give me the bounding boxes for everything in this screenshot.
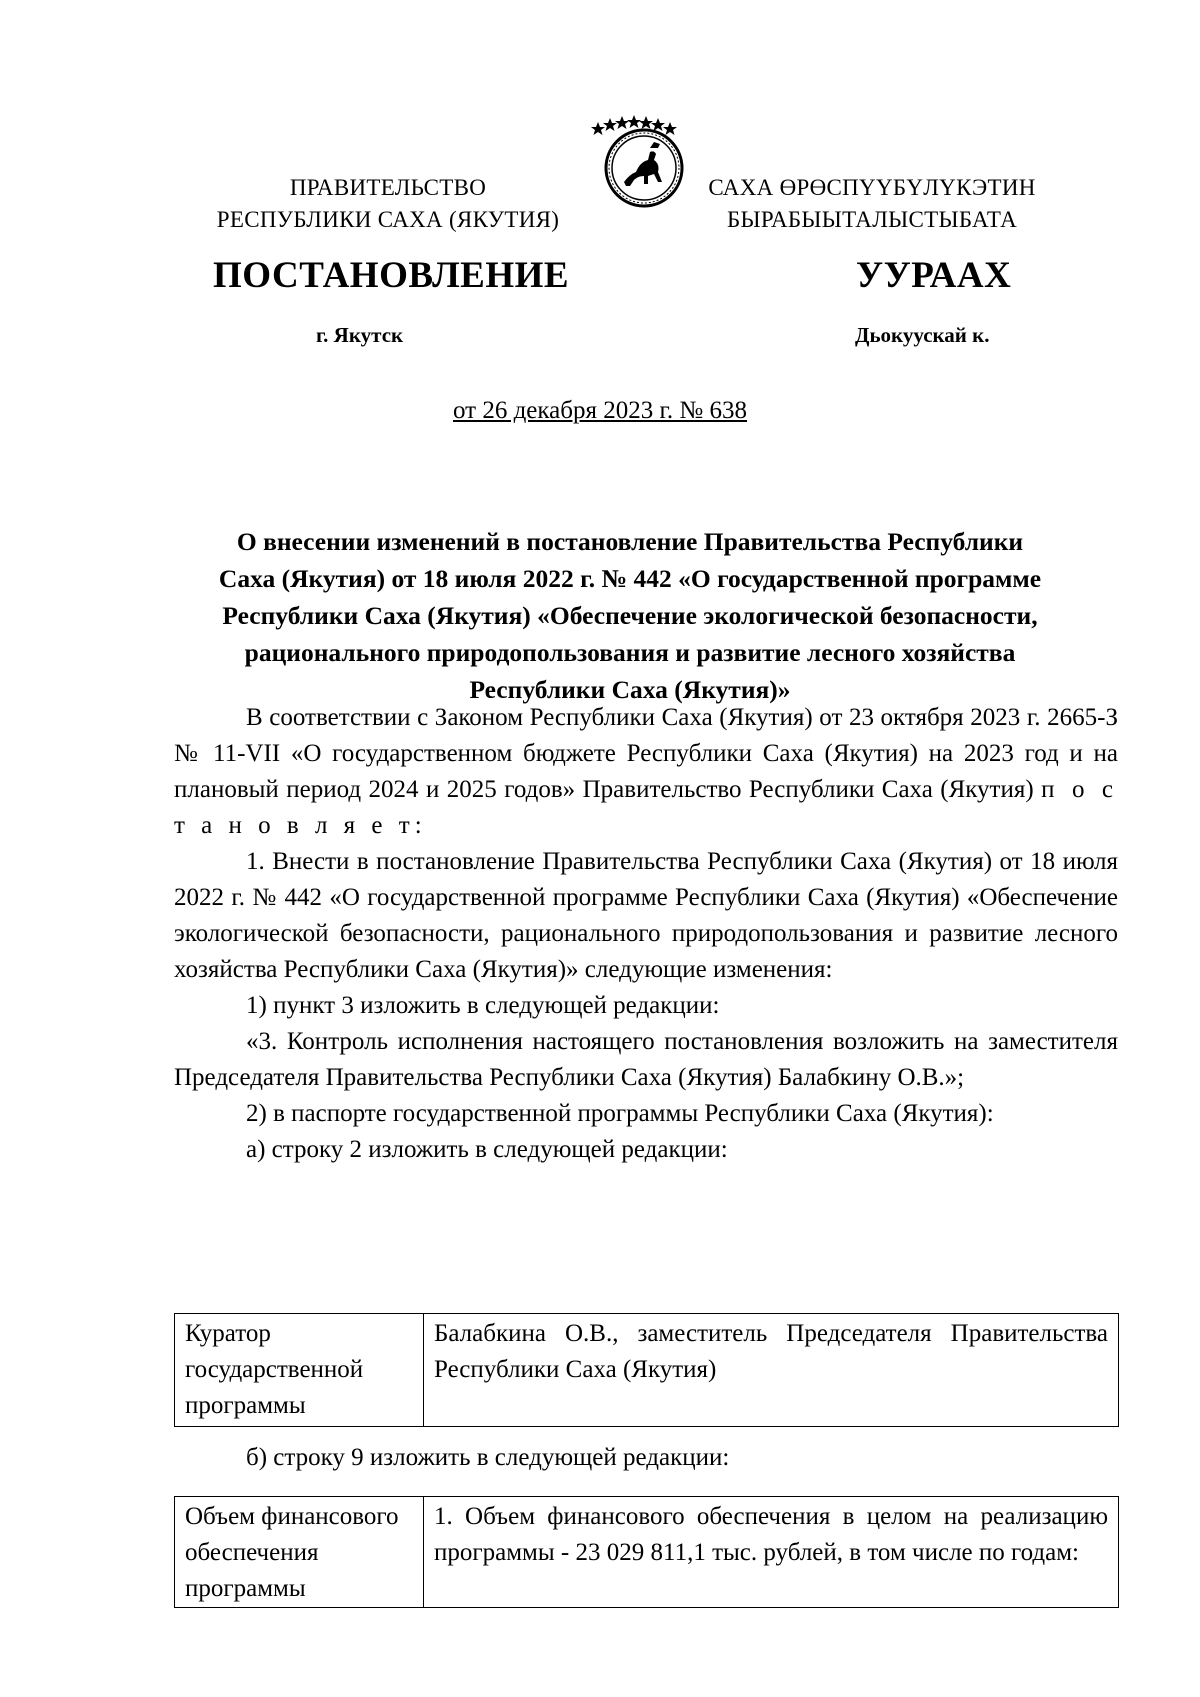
preamble-paragraph [174, 700, 1118, 844]
date-number-line [0, 397, 1200, 425]
title-line: рационального природопользования и развитие лесного хозяйства [244, 638, 1016, 667]
resolves-word: п о с т а н о в л я е т: [174, 776, 1118, 839]
title-line: Республики Саха (Якутия)» [469, 675, 791, 704]
issuer-ru-line2: РЕСПУБЛИКИ САХА (ЯКУТИЯ) [216, 207, 560, 232]
issuer-ru-line1: ПРАВИТЕЛЬСТВО [289, 175, 487, 200]
paragraph-b: б) строку 9 изложить в следующей редакции: [246, 1444, 730, 1471]
table-row [175, 1497, 1119, 1608]
issuer-sakha-line1: САХА ӨРӨСПҮҮБҮЛҮКЭТИН [708, 175, 1036, 200]
date-number-text: от 26 декабря 2023 г. № 638 [452, 397, 748, 424]
coat-of-arms-emblem [570, 110, 718, 210]
issuer-sakha-line2: БЫРАБЫЫТАЛЫСТЫБАТА [726, 207, 1018, 232]
city-sakha: Дьокуускай к. [855, 323, 990, 347]
paragraph-1: 1. Внести в постановление Правительства Республики Саха (Якутия) от 18 июля 2022 г. № 442 «О государственной программе Республики Саха (Якутия) «Обеспечение экологической безопасности, рационального природопользования и развитие лесного хозяйства Республики Саха (Якутия)» следующие изменения: [174, 848, 1118, 983]
title-line: О внесении изменений в постановление Правительства Республики [236, 527, 1024, 556]
funding-label: Объем финансового обеспечения программы [175, 1497, 424, 1608]
funding-table [174, 1496, 1119, 1608]
doc-type-sakha: УУРААХ [856, 255, 1012, 296]
funding-value: 1. Объем финансового обеспечения в целом на реализацию программы - 23 029 811,1 тыс. рублей, в том числе по годам: [424, 1497, 1119, 1608]
issuer-ru [178, 172, 598, 236]
issuer-sakha [702, 172, 1042, 236]
city-ru: г. Якутск [316, 323, 404, 347]
paragraph-1-1: 1) пункт 3 изложить в следующей редакции: [246, 992, 720, 1019]
curator-label: Куратор государственной программы [175, 1314, 424, 1427]
table-row [175, 1314, 1119, 1427]
document-title [172, 523, 1088, 708]
body-text-2 [174, 1440, 1118, 1476]
paragraph-a: а) строку 2 изложить в следующей редакции: [246, 1136, 728, 1163]
body-text [174, 700, 1118, 1168]
curator-value: Балабкина О.В., заместитель Председателя Правительства Республики Саха (Якутия) [424, 1314, 1119, 1427]
title-line: Саха (Якутия) от 18 июля 2022 г. № 442 «О государственной программе [218, 564, 1042, 593]
paragraph-1-2: 2) в паспорте государственной программы Республики Саха (Якутия): [246, 1100, 994, 1127]
preamble-text: В соответствии с Законом Республики Саха (Якутия) от 23 октября 2023 г. 2665-З № 11-VII «О государственном бюджете Республики Саха (Якутия) на 2023 год и на плановый период 2024 и 2025 годов» Правительство Республики Саха (Якутия) [174, 704, 1118, 803]
doc-type-ru: ПОСТАНОВЛЕНИЕ [213, 255, 570, 296]
paragraph-quote: «3. Контроль исполнения настоящего постановления возложить на заместителя Председателя Правительства Республики Саха (Якутия) Балабкину О.В.»; [174, 1028, 1118, 1091]
curator-table [174, 1313, 1119, 1427]
title-line: Республики Саха (Якутия) «Обеспечение экологической безопасности, [222, 601, 1038, 630]
